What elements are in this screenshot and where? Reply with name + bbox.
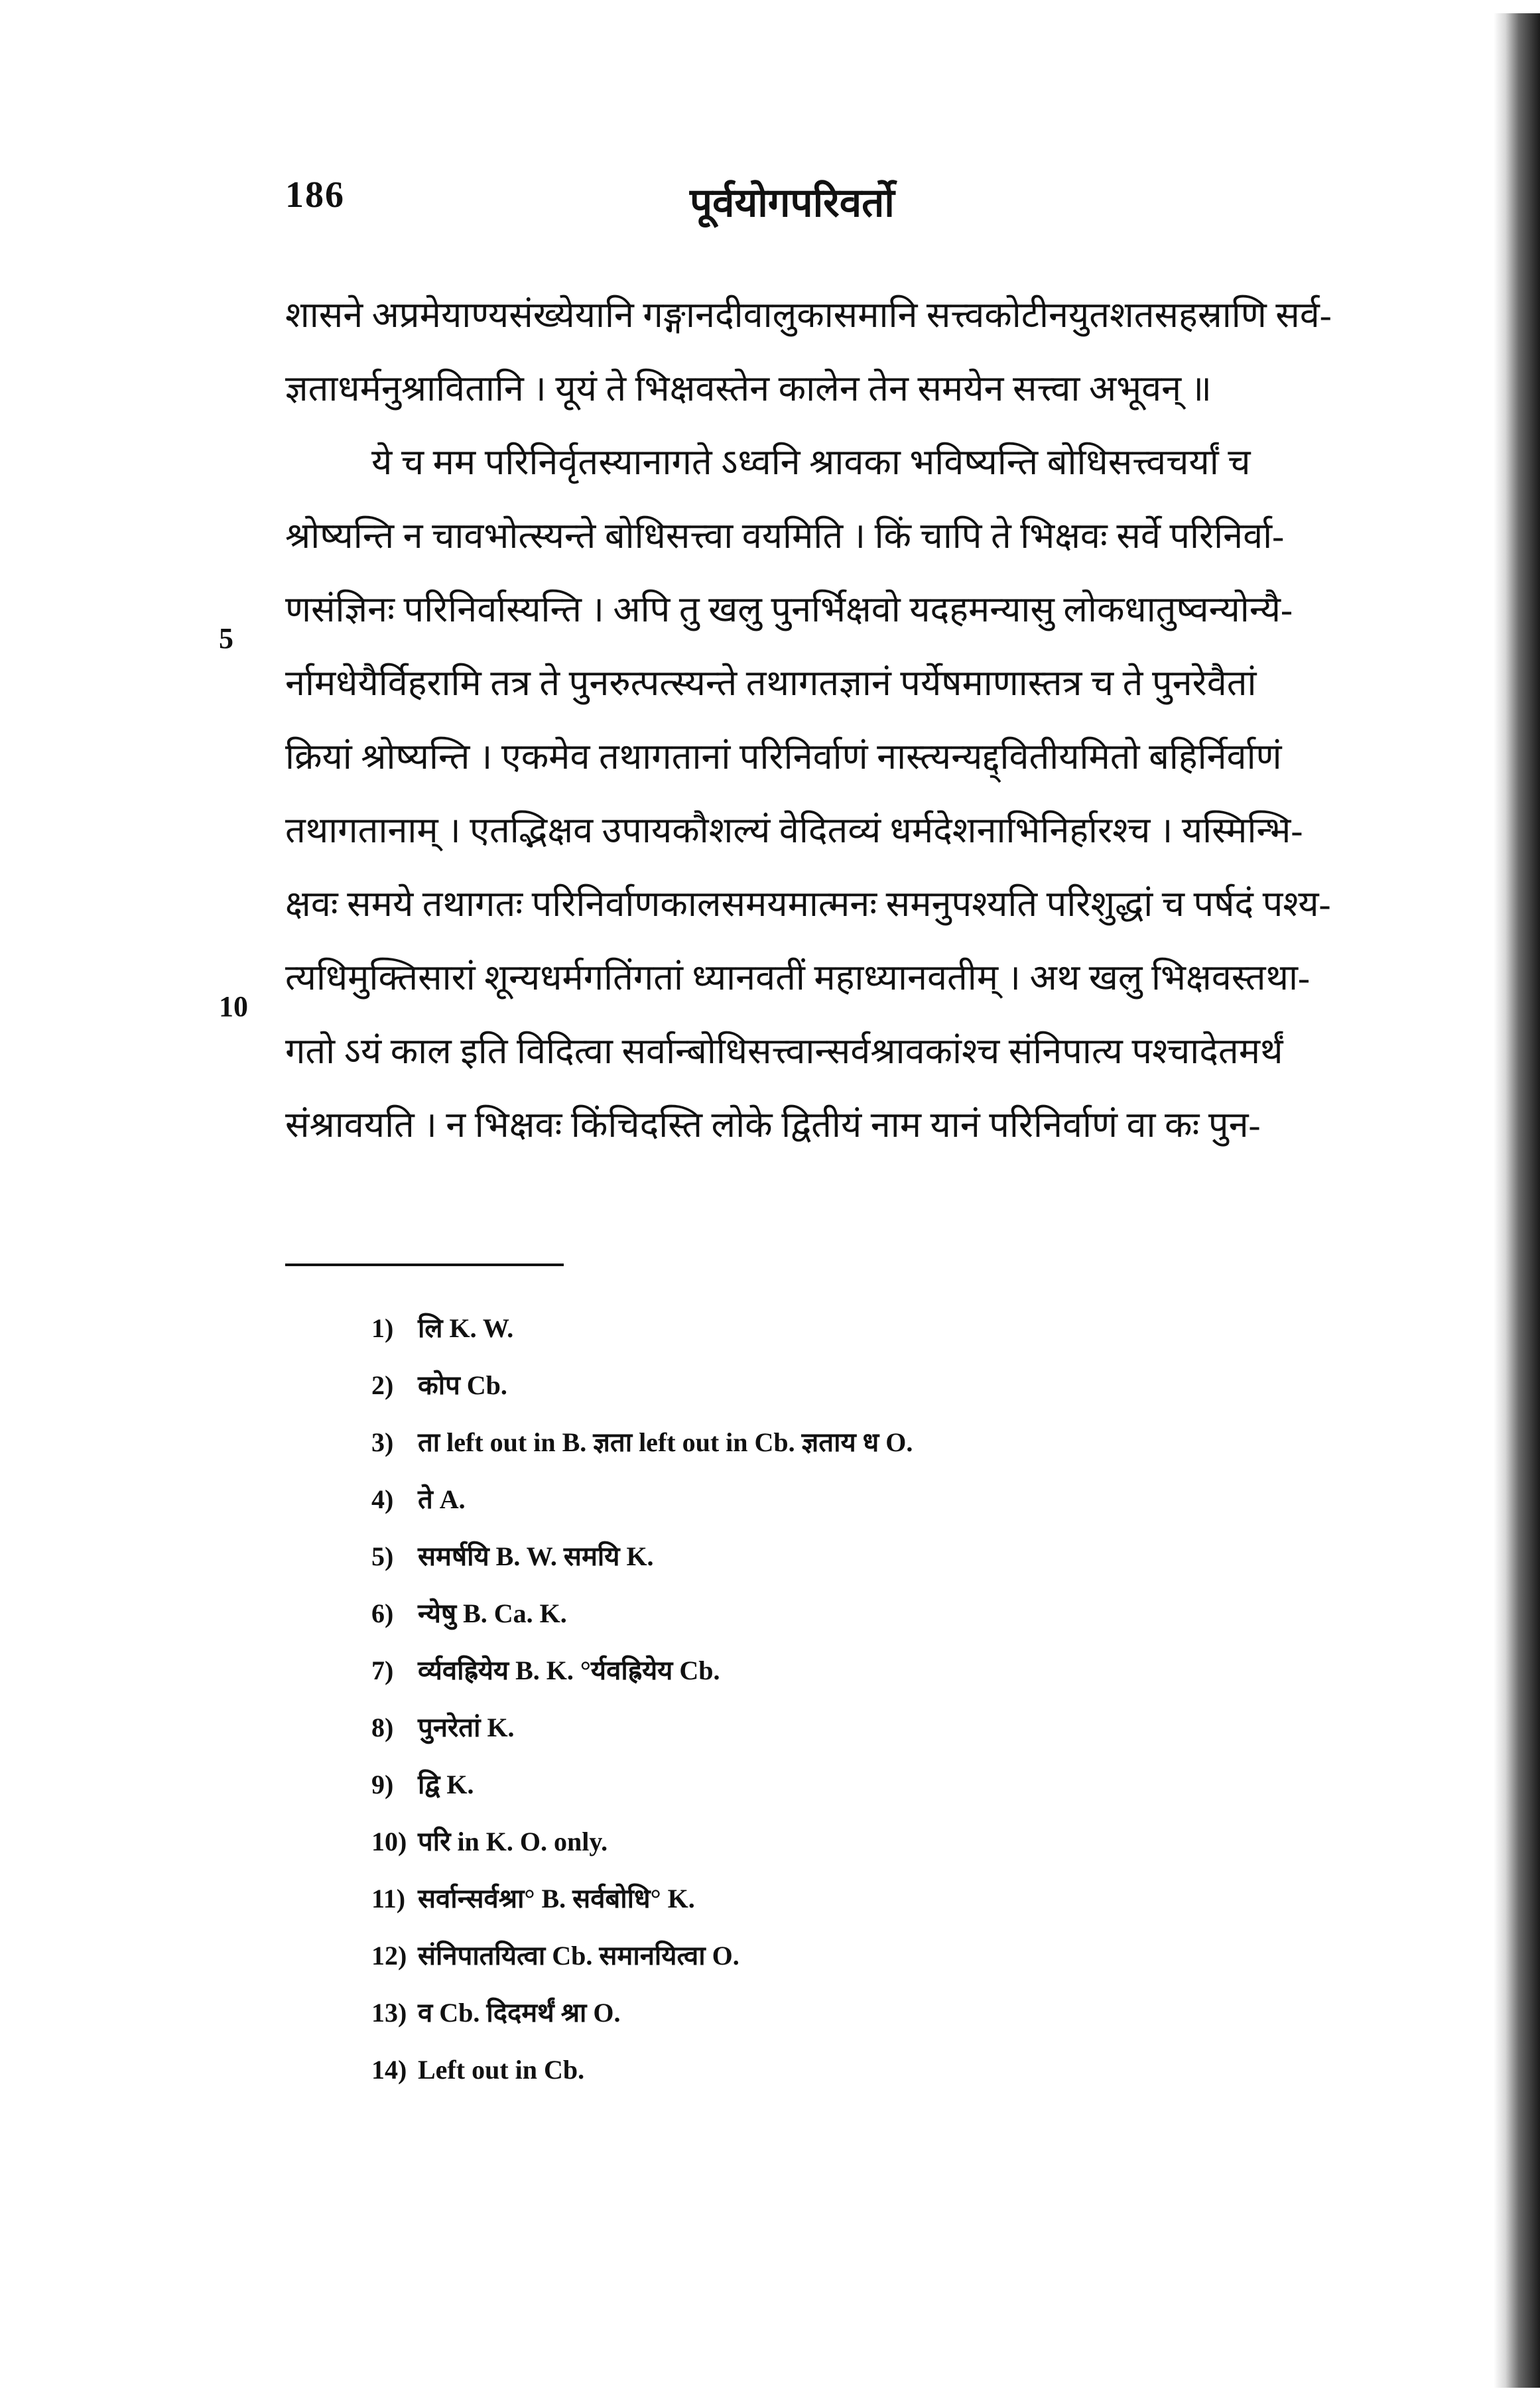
book-spine-shadow	[1494, 13, 1540, 2388]
footnote-number: 1)	[371, 1313, 394, 1343]
text-line: शासने अप्रमेयाण्यसंख्येयानि गङ्गानदीवालुकासमानि सत्त्वकोटीनयुतशतसहस्राणि सर्व-	[285, 295, 1332, 335]
footnote-number: 4)	[371, 1484, 394, 1514]
footnote-number: 14)	[371, 2055, 407, 2085]
text-line: संश्रावयति । न भिक्षवः किंचिदस्ति लोके द्वितीयं नाम यानं परिनिर्वाणं वा कः पुन-	[285, 1105, 1261, 1145]
text-line: णसंज्ञिनः परिनिर्वास्यन्ति । अपि तु खलु पुनर्भिक्षवो यदहमन्यासु लोकधातुष्वन्योन्यै-	[285, 590, 1293, 629]
footnote-text: ते A.	[418, 1484, 466, 1514]
footnote-number: 13)	[371, 1998, 407, 2028]
footnote	[371, 2042, 1366, 2099]
footnote-text: सर्वान्सर्वश्रा° B. सर्वबोधि° K.	[418, 1884, 695, 1914]
text-line: ज्ञताधर्मनुश्रावितानि । यूयं ते भिक्षवस्तेन कालेन तेन समयेन सत्त्वा अभूवन् ॥	[285, 369, 1212, 409]
footnote	[371, 1756, 1366, 1813]
line-marker-5: 5	[219, 622, 233, 655]
body-text	[285, 279, 1413, 1162]
text-line: क्रियां श्रोष्यन्ति । एकमेव तथागतानां परिनिर्वाणं नास्त्यन्यद्द्वितीयमितो बहिर्निर्वाणं	[285, 737, 1282, 777]
footnote-text: लि K. W.	[418, 1313, 514, 1343]
text-line: श्रोष्यन्ति न चावभोत्स्यन्ते बोधिसत्त्वा वयमिति । किं चापि ते भिक्षवः सर्वे परिनिर्वा-	[285, 516, 1285, 556]
footnote	[371, 1813, 1366, 1870]
footnote-number: 8)	[371, 1713, 394, 1742]
footnote	[371, 1927, 1366, 1984]
text-line: क्षवः समये तथागतः परिनिर्वाणकालसमयमात्मनः समनुपश्यति परिशुद्धां च पर्षदं पश्य-	[285, 884, 1331, 924]
footnote-text: व Cb. दिदमर्थं श्रा O.	[418, 1998, 621, 2028]
footnote	[371, 1528, 1366, 1585]
footnote	[371, 1870, 1366, 1927]
running-title: पूर्वयोगपरिवर्तो	[690, 181, 895, 225]
footnote-number: 12)	[371, 1941, 407, 1971]
text-line: ये च मम परिनिर्वृतस्यानागते ऽध्वनि श्रावका भविष्यन्ति बोधिसत्त्वचर्यां च	[371, 442, 1251, 482]
footnote-number: 7)	[371, 1655, 394, 1685]
footnote	[371, 1585, 1366, 1642]
footnote	[371, 1300, 1366, 1357]
footnote-number: 10)	[371, 1827, 407, 1856]
footnote	[371, 1642, 1366, 1699]
footnote-text: पुनरेतां K.	[418, 1713, 515, 1742]
footnote-divider	[285, 1264, 564, 1266]
footnote	[371, 1414, 1366, 1471]
text-line: त्यधिमुक्तिसारां शून्यधर्मगतिंगतां ध्यानवतीं महाध्यानवतीम् । अथ खलु भिक्षवस्तथा-	[285, 958, 1310, 998]
text-line: तथागतानाम् । एतद्भिक्षव उपायकौशल्यं वेदितव्यं धर्मदेशनाभिनिर्हारश्च । यस्मिन्भि-	[285, 811, 1303, 850]
footnote	[371, 1984, 1366, 2042]
text-line: गतो ऽयं काल इति विदित्वा सर्वान्बोधिसत्त्वान्सर्वश्रावकांश्च संनिपात्य पश्चादेतमर्थं	[285, 1031, 1283, 1071]
footnote	[371, 1357, 1366, 1414]
footnote-text: न्येषु B. Ca. K.	[418, 1598, 567, 1628]
page-number: 186	[285, 174, 345, 216]
footnote-text: द्वि K.	[418, 1770, 474, 1799]
footnote-number: 6)	[371, 1598, 394, 1628]
footnote-number: 3)	[371, 1427, 394, 1457]
footnote-text: कोप Cb.	[418, 1370, 507, 1400]
footnote-text: ता left out in B. ज्ञता left out in Cb. ज्ञताय ध O.	[418, 1427, 913, 1457]
footnote	[371, 1471, 1366, 1528]
footnote-number: 2)	[371, 1370, 394, 1400]
footnote-number: 11)	[371, 1884, 406, 1914]
text-line: र्नामधेयैर्विहरामि तत्र ते पुनरुत्पत्स्यन्ते तथागतज्ञानं पर्येषमाणास्तत्र च ते पुनरेवैतां	[285, 663, 1257, 703]
footnote-number: 5)	[371, 1541, 394, 1571]
line-marker-10: 10	[219, 990, 248, 1023]
footnote	[371, 1699, 1366, 1756]
footnote-text: संनिपातयित्वा Cb. समानयित्वा O.	[418, 1941, 739, 1971]
footnotes-list	[371, 1300, 1366, 2099]
footnote-text: Left out in Cb.	[418, 2055, 585, 2085]
footnote-text: परि in K. O. only.	[418, 1827, 608, 1856]
footnote-number: 9)	[371, 1770, 394, 1799]
footnote-text: र्व्यवह्रियेय B. K. °र्यवह्रियेय Cb.	[418, 1655, 720, 1685]
footnote-text: समर्षयि B. W. समयि K.	[418, 1541, 654, 1571]
